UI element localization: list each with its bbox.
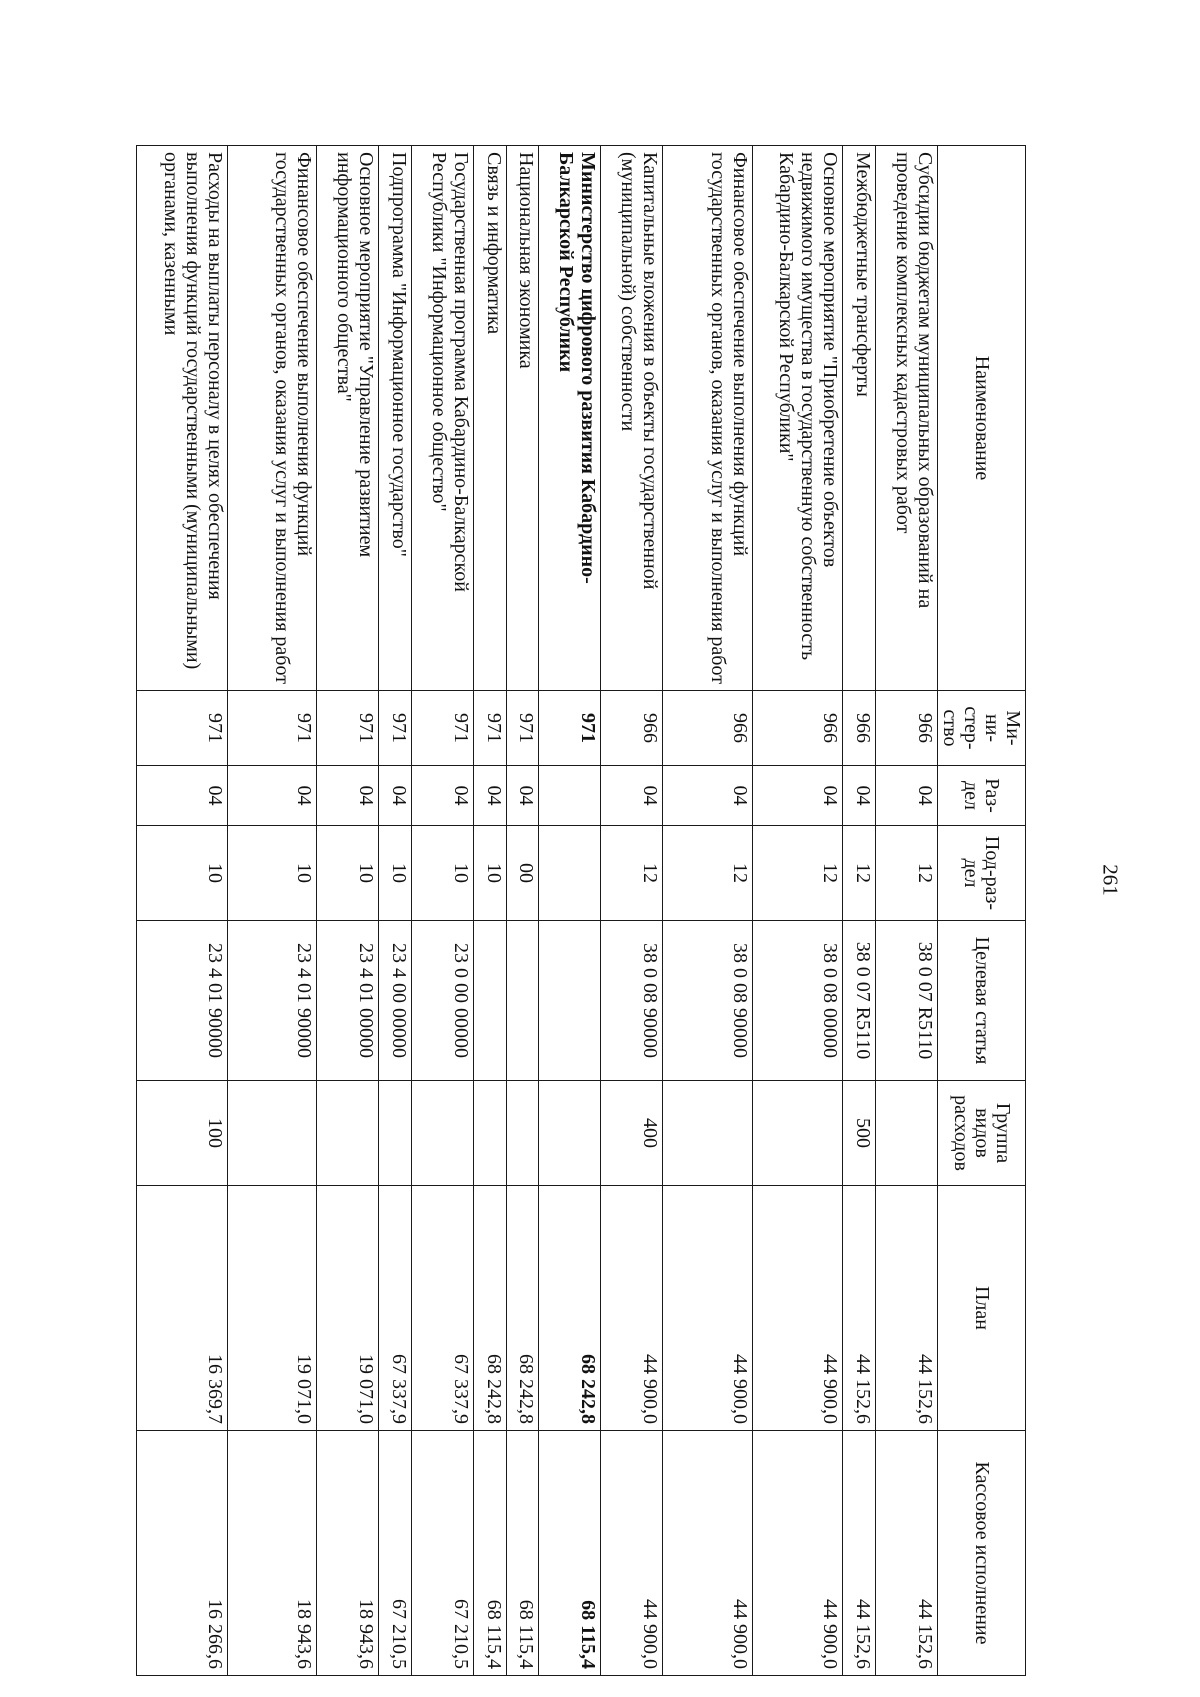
cell-target: 38 0 08 90000 xyxy=(601,921,663,1081)
cell-expense-group xyxy=(539,1081,601,1186)
cell-subsection: 10 xyxy=(379,826,412,921)
cell-plan: 68 242,8 xyxy=(539,1186,601,1431)
cell-ministry: 971 xyxy=(411,691,473,766)
cell-name: Связь и информатика xyxy=(473,146,506,691)
cell-plan: 44 900,0 xyxy=(663,1186,752,1431)
table-row xyxy=(317,146,379,1676)
cell-cash: 44 152,6 xyxy=(876,1431,938,1676)
cell-section: 04 xyxy=(663,766,752,826)
cell-section: 04 xyxy=(843,766,876,826)
cell-section: 04 xyxy=(137,766,228,826)
cell-ministry: 971 xyxy=(473,691,506,766)
cell-subsection: 10 xyxy=(411,826,473,921)
cell-cash: 44 900,0 xyxy=(752,1431,843,1676)
cell-name: Капитальные вложения в объекты государственной (муниципальной) собственности xyxy=(601,146,663,691)
table-row xyxy=(752,146,843,1676)
cell-expense-group xyxy=(379,1081,412,1186)
cell-section: 04 xyxy=(506,766,539,826)
cell-subsection: 12 xyxy=(663,826,752,921)
cell-plan: 44 152,6 xyxy=(876,1186,938,1431)
header-cash: Кассовое исполнение xyxy=(938,1431,1026,1676)
header-expense-group: Группа видов расходов xyxy=(938,1081,1026,1186)
cell-expense-group xyxy=(663,1081,752,1186)
table-row xyxy=(601,146,663,1676)
table-row xyxy=(379,146,412,1676)
cell-name: Министерство цифрового развития Кабардино-Балкарской Республики xyxy=(539,146,601,691)
cell-cash: 68 115,4 xyxy=(506,1431,539,1676)
cell-ministry: 971 xyxy=(379,691,412,766)
cell-cash: 68 115,4 xyxy=(473,1431,506,1676)
cell-expense-group xyxy=(876,1081,938,1186)
cell-ministry: 966 xyxy=(876,691,938,766)
cell-plan: 44 152,6 xyxy=(843,1186,876,1431)
header-target: Целевая статья xyxy=(938,921,1026,1081)
table-row xyxy=(876,146,938,1676)
cell-section: 04 xyxy=(473,766,506,826)
header-section: Раз-дел xyxy=(938,766,1026,826)
cell-target: 23 4 01 90000 xyxy=(137,921,228,1081)
cell-name: Межбюджетные трансферты xyxy=(843,146,876,691)
cell-section: 04 xyxy=(411,766,473,826)
cell-target xyxy=(473,921,506,1081)
cell-section: 04 xyxy=(601,766,663,826)
cell-cash: 44 900,0 xyxy=(663,1431,752,1676)
cell-plan: 19 071,0 xyxy=(317,1186,379,1431)
cell-section: 04 xyxy=(317,766,379,826)
cell-name: Финансовое обеспечение выполнения функций государственных органов, оказания услуг и выполнения работ xyxy=(227,146,316,691)
cell-target: 23 0 00 00000 xyxy=(411,921,473,1081)
cell-cash: 18 943,6 xyxy=(317,1431,379,1676)
cell-plan: 67 337,9 xyxy=(411,1186,473,1431)
cell-cash: 44 900,0 xyxy=(601,1431,663,1676)
cell-ministry: 971 xyxy=(227,691,316,766)
cell-ministry: 971 xyxy=(317,691,379,766)
table-header-row xyxy=(938,146,1026,1676)
header-name: Наименование xyxy=(938,146,1026,691)
cell-expense-group: 500 xyxy=(843,1081,876,1186)
cell-expense-group xyxy=(317,1081,379,1186)
cell-ministry: 971 xyxy=(137,691,228,766)
cell-target: 38 0 07 R5110 xyxy=(876,921,938,1081)
cell-expense-group xyxy=(506,1081,539,1186)
cell-name: Национальная экономика xyxy=(506,146,539,691)
budget-table xyxy=(136,145,1026,1676)
cell-section xyxy=(539,766,601,826)
cell-name: Государственная программа Кабардино-Балкарской Республики "Информационное общество" xyxy=(411,146,473,691)
cell-ministry: 971 xyxy=(539,691,601,766)
cell-target: 38 0 07 R5110 xyxy=(843,921,876,1081)
cell-cash: 68 115,4 xyxy=(539,1431,601,1676)
cell-cash: 67 210,5 xyxy=(379,1431,412,1676)
cell-plan: 68 242,8 xyxy=(473,1186,506,1431)
rotated-page xyxy=(136,145,1026,1675)
cell-ministry: 966 xyxy=(601,691,663,766)
cell-plan: 68 242,8 xyxy=(506,1186,539,1431)
cell-subsection: 10 xyxy=(137,826,228,921)
cell-subsection: 12 xyxy=(601,826,663,921)
cell-expense-group xyxy=(473,1081,506,1186)
cell-subsection: 10 xyxy=(317,826,379,921)
cell-target: 23 4 00 00000 xyxy=(379,921,412,1081)
cell-name: Расходы на выплаты персоналу в целях обеспечения выполнения функций государственными (муниципальными) органами, казенными xyxy=(137,146,228,691)
cell-plan: 67 337,9 xyxy=(379,1186,412,1431)
cell-subsection: 10 xyxy=(473,826,506,921)
cell-expense-group xyxy=(752,1081,843,1186)
cell-expense-group xyxy=(411,1081,473,1186)
cell-expense-group xyxy=(227,1081,316,1186)
table-row xyxy=(539,146,601,1676)
cell-cash: 67 210,5 xyxy=(411,1431,473,1676)
cell-subsection: 12 xyxy=(876,826,938,921)
cell-subsection: 12 xyxy=(843,826,876,921)
table-row xyxy=(843,146,876,1676)
cell-subsection: 10 xyxy=(227,826,316,921)
cell-subsection: 00 xyxy=(506,826,539,921)
cell-ministry: 966 xyxy=(663,691,752,766)
cell-ministry: 966 xyxy=(843,691,876,766)
cell-cash: 18 943,6 xyxy=(227,1431,316,1676)
cell-plan: 19 071,0 xyxy=(227,1186,316,1431)
cell-section: 04 xyxy=(227,766,316,826)
cell-name: Основное мероприятие "Управление развитием информационного общества" xyxy=(317,146,379,691)
table-body xyxy=(137,146,938,1676)
cell-name: Основное мероприятие "Приобретение объектов недвижимого имущества в государственную собственность Кабардино-Балкарской Республики" xyxy=(752,146,843,691)
cell-section: 04 xyxy=(876,766,938,826)
cell-target: 38 0 08 90000 xyxy=(663,921,752,1081)
cell-expense-group: 100 xyxy=(137,1081,228,1186)
table-row xyxy=(227,146,316,1676)
cell-cash: 44 152,6 xyxy=(843,1431,876,1676)
cell-target xyxy=(506,921,539,1081)
table-row xyxy=(506,146,539,1676)
cell-ministry: 966 xyxy=(752,691,843,766)
cell-name: Субсидии бюджетам муниципальных образований на проведение комплексных кадастровых работ xyxy=(876,146,938,691)
table-row xyxy=(137,146,228,1676)
cell-ministry: 971 xyxy=(506,691,539,766)
cell-plan: 16 369,7 xyxy=(137,1186,228,1431)
cell-name: Подпрограмма "Информационное государство" xyxy=(379,146,412,691)
header-plan: План xyxy=(938,1186,1026,1431)
cell-cash: 16 266,6 xyxy=(137,1431,228,1676)
cell-subsection: 12 xyxy=(752,826,843,921)
cell-target: 23 4 01 90000 xyxy=(227,921,316,1081)
cell-section: 04 xyxy=(752,766,843,826)
cell-target: 23 4 01 00000 xyxy=(317,921,379,1081)
header-ministry: Ми-ни-стер-ство xyxy=(938,691,1026,766)
cell-plan: 44 900,0 xyxy=(752,1186,843,1431)
cell-target: 38 0 08 00000 xyxy=(752,921,843,1081)
header-subsection: Под-раз-дел xyxy=(938,826,1026,921)
table-row xyxy=(411,146,473,1676)
cell-section: 04 xyxy=(379,766,412,826)
cell-target xyxy=(539,921,601,1081)
table-row xyxy=(663,146,752,1676)
cell-plan: 44 900,0 xyxy=(601,1186,663,1431)
cell-subsection xyxy=(539,826,601,921)
cell-expense-group: 400 xyxy=(601,1081,663,1186)
cell-name: Финансовое обеспечение выполнения функций государственных органов, оказания услуг и выполнения работ xyxy=(663,146,752,691)
page-number: 261 xyxy=(1098,864,1123,896)
table-row xyxy=(473,146,506,1676)
